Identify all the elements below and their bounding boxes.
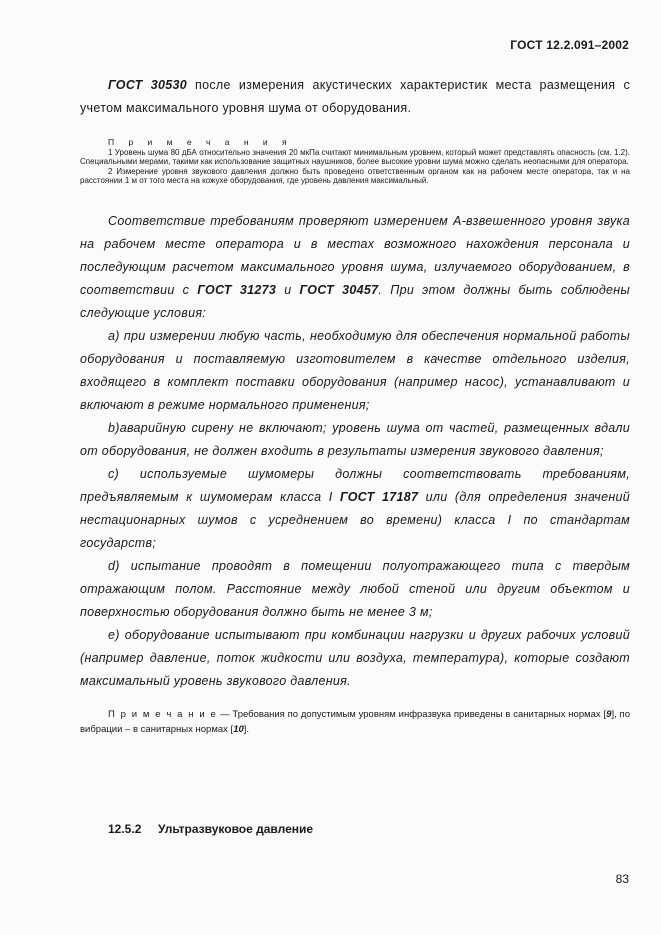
main-text-2: и — [276, 283, 300, 297]
bottom-note-ref-1: 9 — [606, 709, 612, 720]
list-item-d: d) испытание проводят в помещении полуотражающего типа с твердым отражающим полом. Расстояние между любой стеной или другим объектом и поверхностью оборудования должно быть не менее 3 м; — [80, 559, 630, 619]
main-text-1: Соответствие требованиям проверяют измерением А-взвешенного уровня звука на рабочем месте оператора и в местах возможного нахождения персонала и последующим расчетом максимального уровня шума, излучаемого оборудованием, в соответствии с — [80, 214, 630, 297]
bottom-note — [80, 707, 630, 737]
bottom-note-text-2: ], по вибрации – в санитарных нормах [ — [80, 709, 630, 735]
bottom-note-text-1: — Требования по допустимым уровням инфразвука приведены в санитарных нормах [ — [217, 709, 607, 720]
main-standard-ref-2: ГОСТ 30457 — [299, 283, 379, 297]
section-heading — [108, 822, 313, 836]
document-code-header: ГОСТ 12.2.091–2002 — [510, 38, 629, 52]
list-item-a: а) при измерении любую часть, необходимую для обеспечения нормальной работы оборудования и поставляемую изготовителем в качестве отдельного изделия, входящего в комплект поставки оборудования (например насос), устанавливают и включают в режиме нормального применения; — [80, 329, 630, 412]
main-standard-ref-1: ГОСТ 31273 — [197, 283, 277, 297]
list-item-c-text-1: с) используемые шумомеры должны соответствовать требованиям, предъявляемым к шумомерам класса I — [80, 467, 630, 504]
main-text-3: . При этом должны быть соблюдены следующие условия: — [80, 283, 630, 320]
notes-heading: П р и м е ч а н и я — [108, 137, 293, 147]
intro-text: после измерения акустических характеристик места размещения с учетом максимального уровня шума от оборудования. — [80, 78, 630, 115]
bottom-note-ref-2: 10 — [233, 724, 244, 735]
intro-paragraph — [80, 74, 630, 120]
list-item-b: b)аварийную сирену не включают; уровень шума от частей, размещенных вдали от оборудования, не должен входить в результаты измерения звукового давления; — [80, 421, 630, 458]
list-item-c-standard-ref: ГОСТ 17187 — [339, 490, 419, 504]
bottom-note-text-3: ]. — [243, 724, 250, 735]
intro-standard-ref: ГОСТ 30530 — [108, 78, 187, 92]
section-title: Ультразвуковое давление — [158, 822, 314, 836]
section-number: 12.5.2 — [108, 822, 142, 836]
list-item-e: е) оборудование испытывают при комбинации нагрузки и других рабочих условий (например давление, поток жидкости или воздуха, температура), которые создают максимальный уровень звукового давления. — [80, 628, 630, 688]
bottom-note-label: П р и м е ч а н и е — [108, 709, 218, 720]
main-paragraph — [80, 210, 630, 325]
main-content — [80, 210, 630, 693]
page-number: 83 — [615, 872, 629, 886]
list-item-c-text-2: или (для определения значений нестационарных шумов с усреднением во времени) класса I по стандартам государств; — [80, 490, 631, 550]
note-item-1: 1 Уровень шума 80 дБА относительно значения 20 мкПа считают минимальным уровнем, который может представлять опасность (см. 1.2). Специальными мерами, такими как использование защитных наушников, более высокие уровни шума можно сделать неопасными для оператора. — [80, 147, 630, 166]
list-item-c — [80, 463, 630, 555]
notes-block — [80, 138, 630, 186]
note-item-2: 2 Измерение уровня звукового давления должно быть проведено ответственным органом как на рабочем месте оператора, так и на расстоянии 1 м от того места на кожухе оборудования, где уровень давления максимальный. — [80, 166, 630, 185]
